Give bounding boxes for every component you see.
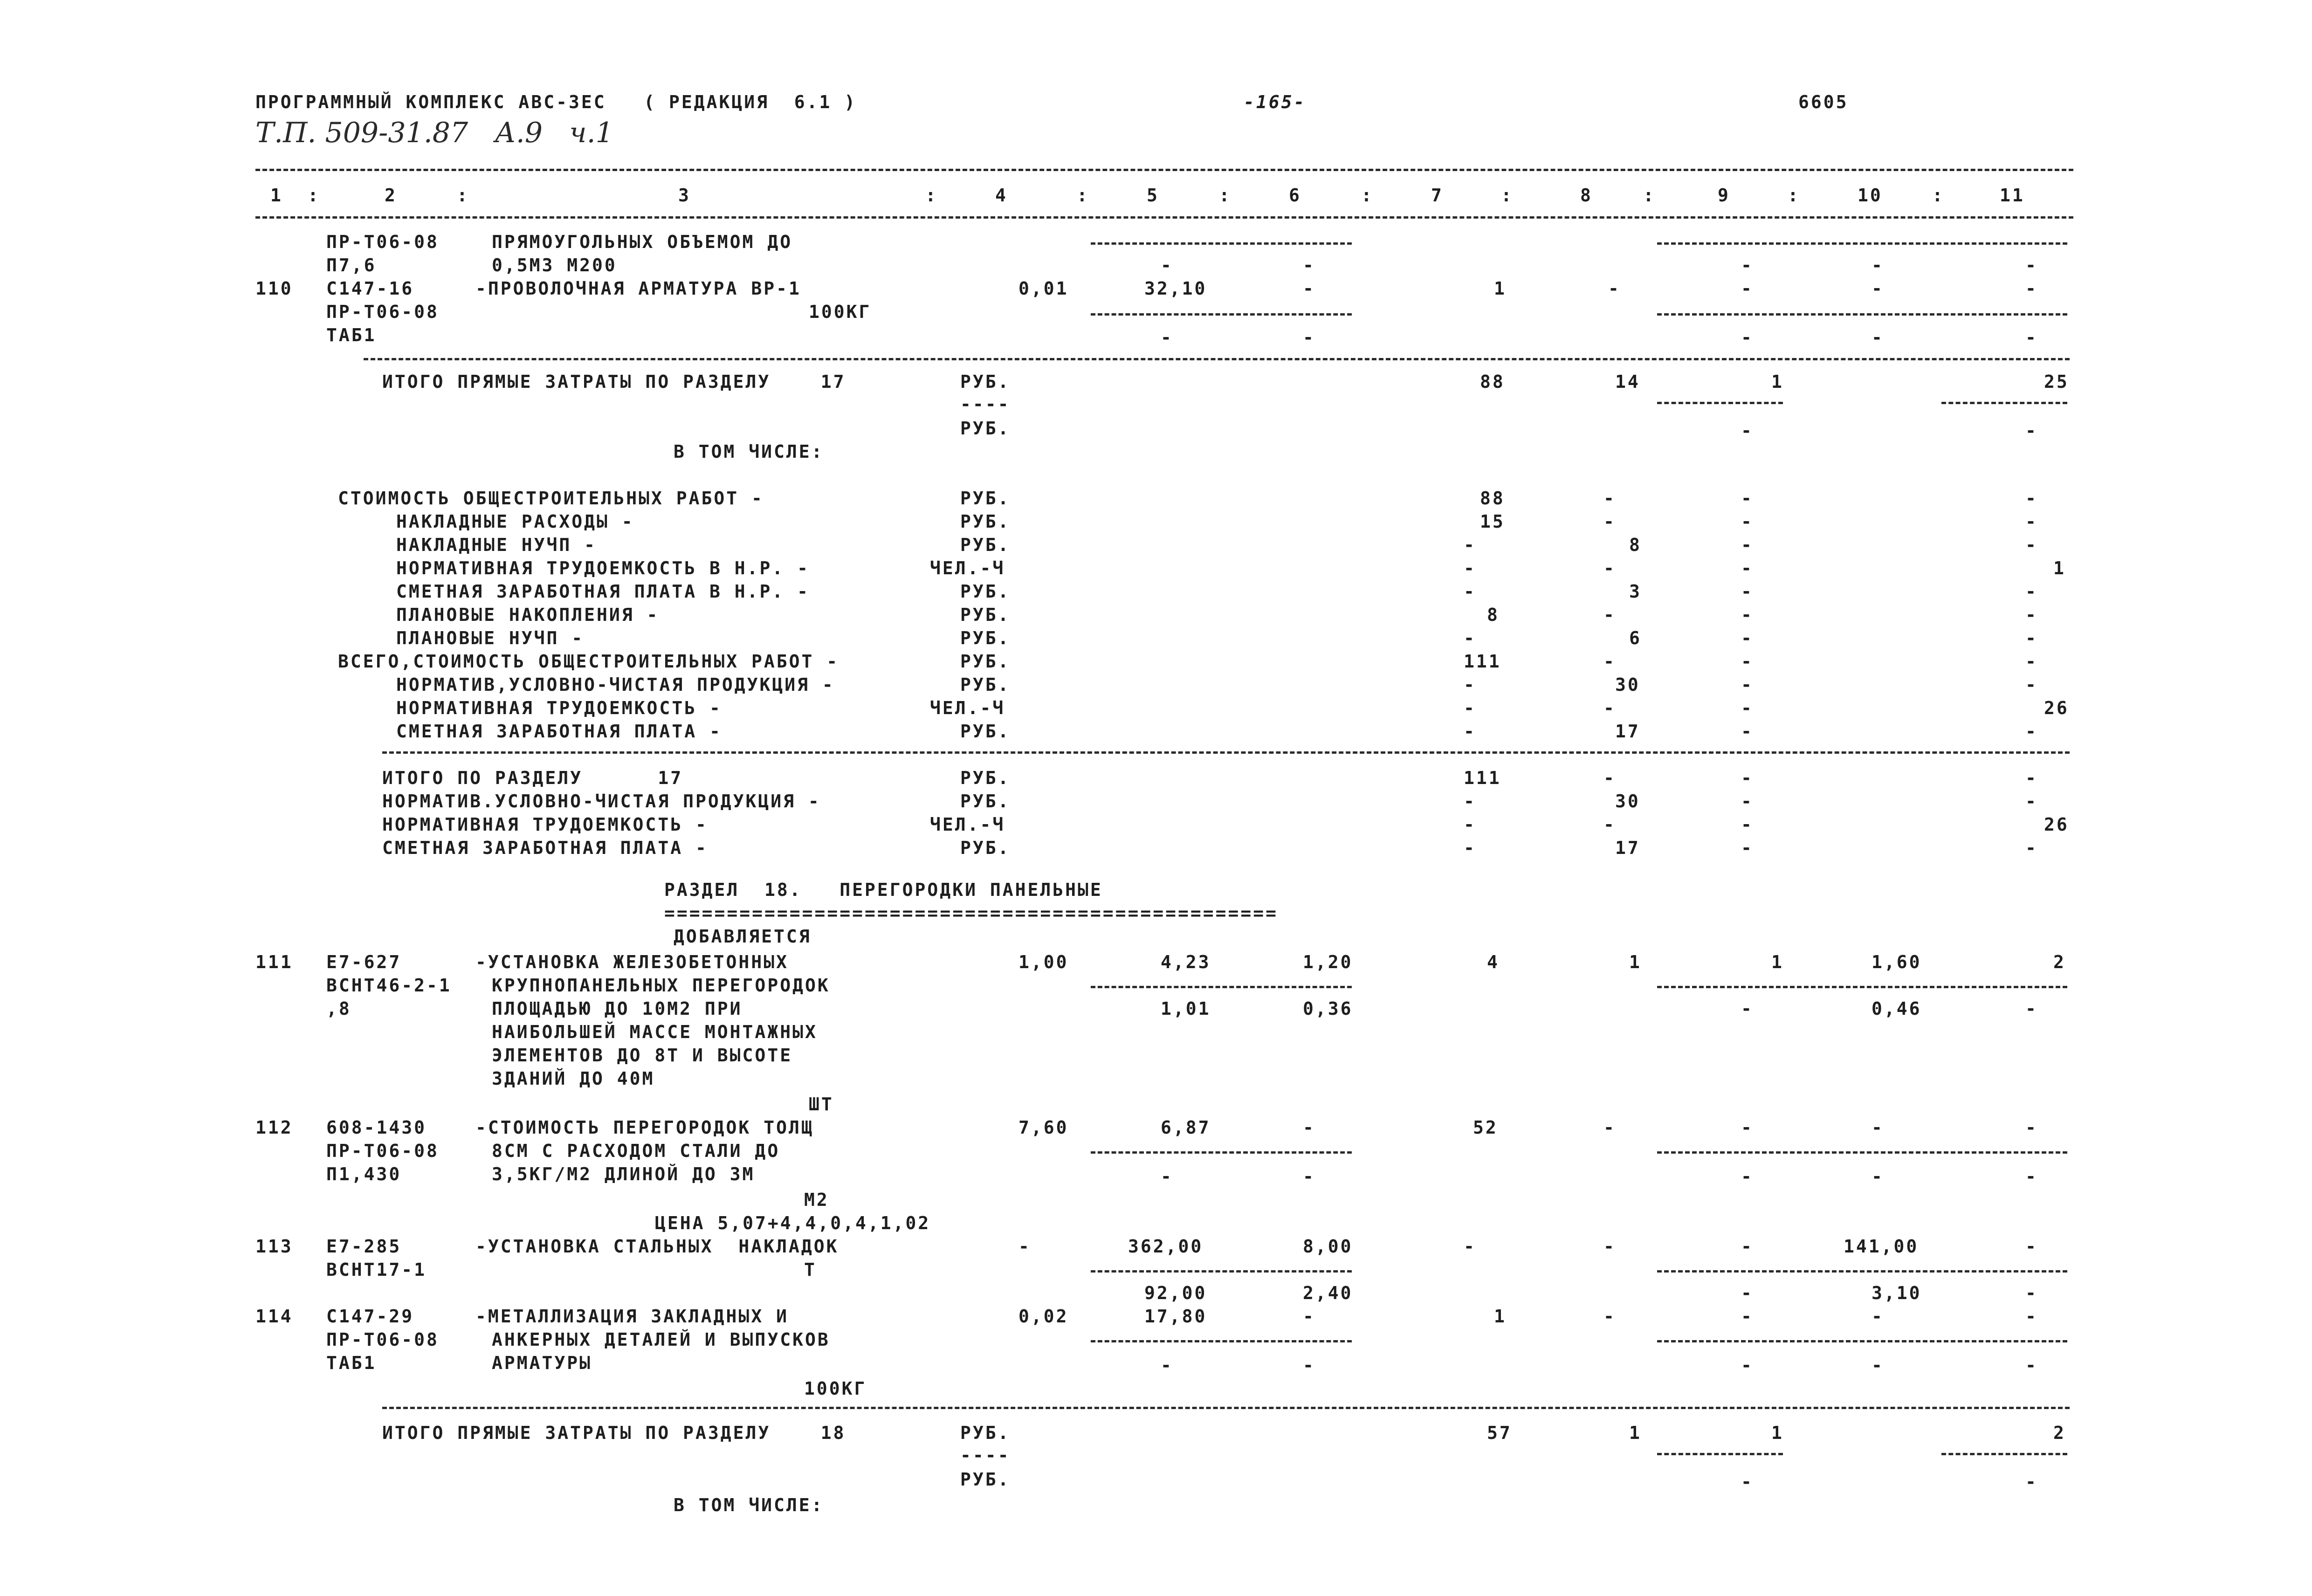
cell-value: - [1464, 628, 1476, 648]
cell-unit-price: 362,00 [1128, 1236, 1204, 1257]
cell-value: 25 [2044, 371, 2069, 392]
col-sep: : [457, 185, 469, 206]
cell-value: - [2025, 1166, 2038, 1187]
cell-value: - [1741, 535, 1754, 555]
cell-value: 1 [1494, 1306, 1507, 1327]
cell-value: - [2025, 255, 2038, 275]
cell-value: - [1603, 1236, 1616, 1257]
cell-value: - [2025, 420, 2038, 441]
cell-value: 52 [1473, 1117, 1498, 1138]
cell-quantity: 0,02 [1018, 1306, 1069, 1327]
cell-description: АНКЕРНЫХ ДЕТАЛЕЙ И ВЫПУСКОВ [492, 1329, 830, 1350]
cell-divider [1657, 1270, 2067, 1273]
cell-value: - [1741, 1166, 1754, 1187]
cell-value: 92,00 [1144, 1283, 1207, 1303]
breakdown-unit: РУБ. [960, 535, 1011, 555]
cell-quantity: 7,60 [1018, 1117, 1069, 1138]
cell-code: ПР-Т06-08 [326, 232, 439, 252]
cell-value: - [1741, 581, 1754, 602]
program-title: ПРОГРАММНЫЙ КОМПЛЕКС АВС-ЗЕС ( РЕДАКЦИЯ 6.1 ) [255, 92, 857, 112]
cell-value: - [1872, 1306, 1884, 1327]
cell-value: - [1303, 1355, 1315, 1376]
cell-value: - [1741, 814, 1754, 835]
handwritten-reference: Т.П. 509-31.87 А.9 ч.1 [255, 117, 613, 149]
breakdown-label: СМЕТНАЯ ЗАРАБОТНАЯ ПЛАТА В Н.Р. - [396, 581, 810, 602]
cell-value: - [1741, 1283, 1754, 1303]
cell-code: ПР-Т06-08 [326, 302, 439, 322]
cell-value: - [2025, 838, 2038, 858]
cell-value: - [1741, 674, 1754, 695]
including-label: В ТОМ ЧИСЛЕ: [674, 441, 824, 462]
cell-code: П7,6 [326, 255, 377, 275]
col-sep: : [308, 185, 320, 206]
total-unit: РУБ. [960, 1423, 1011, 1443]
cell-value: 14 [1615, 371, 1640, 392]
cell-value: 8 [1629, 535, 1642, 555]
breakdown-label: НОРМАТИВНАЯ ТРУДОЕМКОСТЬ - [396, 698, 722, 718]
cell-value: - [1464, 814, 1476, 835]
summary-unit: РУБ. [960, 791, 1011, 812]
cell-quantity: - [1018, 1236, 1031, 1257]
cell-divider [1091, 242, 1352, 245]
price-formula: ЦЕНА 5,07+4,4,0,4,1,02 [655, 1213, 931, 1233]
cell-value: - [1741, 998, 1754, 1019]
cell-value: - [1741, 651, 1754, 672]
cell-unit: М2 [804, 1190, 829, 1210]
cell-divider [1091, 1340, 1352, 1342]
col-sep: : [1077, 185, 1089, 206]
col-9-header: 9 [1718, 185, 1730, 206]
cell-value: - [1603, 511, 1616, 532]
cell-divider [1657, 1453, 1783, 1455]
cell-value: - [1464, 791, 1476, 812]
cell-value: - [1464, 558, 1476, 578]
cell-value: 88 [1480, 371, 1505, 392]
cell-unit: 100КГ [804, 1378, 867, 1399]
cell-value: - [1741, 327, 1754, 348]
col-sep: : [925, 185, 938, 206]
cell-value: - [1741, 488, 1754, 509]
cell-item-number: 111 [255, 952, 293, 972]
cell-value: 17 [1615, 721, 1640, 742]
cell-item-number: 114 [255, 1306, 293, 1327]
breakdown-label: НОРМАТИВНАЯ ТРУДОЕМКОСТЬ В Н.Р. - [396, 558, 810, 578]
total-unit: РУБ. [960, 418, 1011, 439]
breakdown-label: НАКЛАДНЫЕ НУЧП - [396, 535, 597, 555]
cell-value: 0,36 [1303, 998, 1353, 1019]
cell-value: 8 [1487, 605, 1500, 625]
cell-description: ПЛОЩАДЬЮ ДО 10М2 ПРИ [492, 998, 743, 1019]
section-rule [382, 751, 2070, 754]
including-label: В ТОМ ЧИСЛЕ: [674, 1495, 824, 1515]
col-4-header: 4 [995, 185, 1008, 206]
cell-value: - [2025, 535, 2038, 555]
cell-description: 0,5М3 М200 [492, 255, 617, 275]
cell-divider [1657, 1151, 2067, 1154]
cell-value: - [1741, 278, 1754, 299]
cell-value: 0,46 [1872, 998, 1922, 1019]
cell-code: ,8 [326, 998, 351, 1019]
breakdown-label: ВСЕГО,СТОИМОСТЬ ОБЩЕСТРОИТЕЛЬНЫХ РАБОТ - [338, 651, 839, 672]
cell-value: - [1741, 1472, 1754, 1492]
cell-value: - [1741, 1117, 1754, 1138]
cell-value: 1 [1771, 371, 1784, 392]
cell-code: Е7-627 [326, 952, 402, 972]
cell-description: ЭЛЕМЕНТОВ ДО 8Т И ВЫСОТЕ [492, 1045, 793, 1066]
cell-divider [1091, 1151, 1352, 1154]
cell-value: - [1464, 721, 1476, 742]
added-label: ДОБАВЛЯЕТСЯ [674, 926, 812, 947]
cell-value: 1 [1629, 1423, 1642, 1443]
cell-value: - [2025, 628, 2038, 648]
breakdown-label: СМЕТНАЯ ЗАРАБОТНАЯ ПЛАТА - [396, 721, 722, 742]
cell-code: П1,430 [326, 1164, 402, 1184]
cell-value: - [2025, 768, 2038, 788]
cell-unit-price: 6,87 [1161, 1117, 1211, 1138]
cell-value: - [1464, 698, 1476, 718]
cell-code: ПР-Т06-08 [326, 1329, 439, 1350]
cell-value: - [1741, 605, 1754, 625]
cell-value: 3,10 [1872, 1283, 1922, 1303]
cell-value: 88 [1480, 488, 1505, 509]
col-5-header: 5 [1147, 185, 1159, 206]
cell-value: - [2025, 791, 2038, 812]
cell-code: ТАБ1 [326, 1353, 377, 1373]
cell-value: - [1741, 721, 1754, 742]
cell-value: - [1603, 1306, 1616, 1327]
cell-unit-price: 32,10 [1144, 278, 1207, 299]
cell-value: - [1741, 768, 1754, 788]
cell-value: - [1872, 278, 1884, 299]
breakdown-unit: ЧЕЛ.-Ч [930, 698, 1005, 718]
cell-value: - [2025, 1283, 2038, 1303]
cell-value: - [1741, 838, 1754, 858]
cell-value: - [1872, 255, 1884, 275]
total-label: ИТОГО ПРЯМЫЕ ЗАТРАТЫ ПО РАЗДЕЛУ 18 [382, 1423, 846, 1443]
cell-value: - [2025, 1306, 2038, 1327]
cell-value: - [1603, 558, 1616, 578]
cell-value: 30 [1615, 791, 1640, 812]
cell-divider [1657, 986, 2067, 988]
cell-value: 3 [1629, 581, 1642, 602]
cell-value: - [1161, 255, 1173, 275]
cell-value: - [1303, 255, 1315, 275]
cell-divider [1941, 402, 2067, 404]
cell-value: - [1303, 1306, 1315, 1327]
cell-value: - [1603, 488, 1616, 509]
cell-description: -УСТАНОВКА ЖЕЛЕЗОБЕТОННЫХ [475, 952, 789, 972]
cell-value: - [1872, 1355, 1884, 1376]
cell-value: - [1464, 581, 1476, 602]
cell-description: -УСТАНОВКА СТАЛЬНЫХ НАКЛАДОК [475, 1236, 839, 1257]
cell-value: 30 [1615, 674, 1640, 695]
cell-value: 111 [1464, 768, 1501, 788]
cell-value: - [1741, 420, 1754, 441]
cell-value: - [2025, 327, 2038, 348]
cell-divider [1091, 986, 1352, 988]
col-sep: : [1219, 185, 1232, 206]
cell-code: ПР-Т06-08 [326, 1141, 439, 1161]
cell-value: - [1603, 814, 1616, 835]
breakdown-unit: РУБ. [960, 511, 1011, 532]
breakdown-label: НАКЛАДНЫЕ РАСХОДЫ - [396, 511, 634, 532]
cell-description: КРУПНОПАНЕЛЬНЫХ ПЕРЕГОРОДОК [492, 975, 830, 996]
total-label: ИТОГО ПРЯМЫЕ ЗАТРАТЫ ПО РАЗДЕЛУ 17 [382, 371, 846, 392]
cell-code: С147-29 [326, 1306, 414, 1327]
cell-value: - [2025, 278, 2038, 299]
cell-value: - [1741, 1355, 1754, 1376]
col-sep: : [1788, 185, 1800, 206]
summary-unit: РУБ. [960, 768, 1011, 788]
cell-value: - [1872, 327, 1884, 348]
cell-value: - [1741, 1306, 1754, 1327]
col-7-header: 7 [1431, 185, 1444, 206]
col-2-header: 2 [385, 185, 397, 206]
cell-value: - [1741, 628, 1754, 648]
col-11-header: 11 [2000, 185, 2025, 206]
document-code: 6605 [1798, 92, 1849, 112]
breakdown-label: ПЛАНОВЫЕ НАКОПЛЕНИЯ - [396, 605, 660, 625]
cell-code: ТАБ1 [326, 325, 377, 345]
summary-label: НОРМАТИВНАЯ ТРУДОЕМКОСТЬ - [382, 814, 708, 835]
cell-description: 8СМ С РАСХОДОМ СТАЛИ ДО [492, 1141, 780, 1161]
breakdown-unit: РУБ. [960, 605, 1011, 625]
cell-code: 608-1430 [326, 1117, 427, 1138]
cell-divider [1657, 313, 2067, 316]
section-18-underline: ================================================= [664, 904, 1279, 922]
cell-value: - [2025, 1117, 2038, 1138]
cell-value: 2 [2053, 952, 2066, 972]
summary-unit: РУБ. [960, 838, 1011, 858]
cell-value: 8,00 [1303, 1236, 1353, 1257]
breakdown-unit: РУБ. [960, 651, 1011, 672]
cell-description: ЗДАНИЙ ДО 40М [492, 1068, 655, 1089]
cell-description: 3,5КГ/М2 ДЛИНОЙ ДО 3М [492, 1164, 755, 1184]
cell-value: - [1608, 278, 1621, 299]
cell-description: -СТОИМОСТЬ ПЕРЕГОРОДОК ТОЛЩ [475, 1117, 814, 1138]
cell-value: 111 [1464, 651, 1501, 672]
cell-value: - [1741, 255, 1754, 275]
cell-value: 1,60 [1872, 952, 1922, 972]
page-number: -165- [1244, 92, 1307, 112]
cell-value: 4 [1487, 952, 1500, 972]
cell-value: - [1741, 1236, 1754, 1257]
cell-quantity: 1,00 [1018, 952, 1069, 972]
cell-value: 6 [1629, 628, 1642, 648]
table-header-rule [255, 216, 2073, 219]
cell-code: С147-16 [326, 278, 414, 299]
cell-value: - [2025, 1236, 2038, 1257]
cell-value: - [1603, 605, 1616, 625]
cell-value: - [1741, 558, 1754, 578]
cell-divider [1657, 242, 2067, 245]
cell-value: - [1603, 1117, 1616, 1138]
summary-label: НОРМАТИВ.УСЛОВНО-ЧИСТАЯ ПРОДУКЦИЯ - [382, 791, 821, 812]
cell-value: 26 [2044, 814, 2069, 835]
breakdown-unit: РУБ. [960, 581, 1011, 602]
cell-code: ВСНТ17-1 [326, 1259, 427, 1280]
breakdown-unit: РУБ. [960, 674, 1011, 695]
breakdown-label: НОРМАТИВ,УСЛОВНО-ЧИСТАЯ ПРОДУКЦИЯ - [396, 674, 835, 695]
summary-unit: ЧЕЛ.-Ч [930, 814, 1005, 835]
cell-value: - [1741, 698, 1754, 718]
cell-value: 17 [1615, 838, 1640, 858]
col-3-header: 3 [678, 185, 691, 206]
cell-value: 15 [1480, 511, 1505, 532]
cell-value: - [2025, 651, 2038, 672]
cell-value: 1 [1771, 1423, 1784, 1443]
col-8-header: 8 [1580, 185, 1593, 206]
cell-divider [1657, 1340, 2067, 1342]
cell-value: 1,20 [1303, 952, 1353, 972]
cell-value: - [2025, 998, 2038, 1019]
cell-value: - [1603, 651, 1616, 672]
cell-unit: ШТ [809, 1094, 834, 1114]
breakdown-unit: РУБ. [960, 721, 1011, 742]
cell-value: - [1464, 674, 1476, 695]
col-sep: : [1932, 185, 1945, 206]
col-6-header: 6 [1289, 185, 1301, 206]
col-10-header: 10 [1858, 185, 1883, 206]
unit-divider: ---- [960, 1445, 1011, 1465]
cell-value: - [1303, 278, 1315, 299]
cell-value: - [1872, 1166, 1884, 1187]
col-sep: : [1501, 185, 1514, 206]
cell-code: ВСНТ46-2-1 [326, 975, 452, 996]
section-18-title: РАЗДЕЛ 18. ПЕРЕГОРОДКИ ПАНЕЛЬНЫЕ [664, 880, 1103, 900]
section-rule [382, 1407, 2070, 1409]
cell-value: 141,00 [1844, 1236, 1919, 1257]
cell-divider [1941, 1453, 2067, 1455]
cell-value: - [1741, 511, 1754, 532]
cell-item-number: 112 [255, 1117, 293, 1138]
cell-unit: Т [804, 1259, 817, 1280]
cell-value: - [1161, 1355, 1173, 1376]
cell-description: НАИБОЛЬШЕЙ МАССЕ МОНТАЖНЫХ [492, 1022, 818, 1042]
cell-value: - [1872, 1117, 1884, 1138]
cell-value: 1,01 [1161, 998, 1211, 1019]
breakdown-unit: ЧЕЛ.-Ч [930, 558, 1005, 578]
cell-value: 1 [1494, 278, 1507, 299]
cell-value: 26 [2044, 698, 2069, 718]
breakdown-unit: РУБ. [960, 488, 1011, 509]
cell-value: - [2025, 581, 2038, 602]
cell-item-number: 110 [255, 278, 293, 299]
cell-value: - [1303, 1166, 1315, 1187]
cell-value: - [2025, 605, 2038, 625]
cell-value: - [1303, 327, 1315, 348]
cell-unit-price: 17,80 [1144, 1306, 1207, 1327]
cell-value: - [1603, 768, 1616, 788]
cell-value: - [2025, 1472, 2038, 1492]
cell-unit-price: 4,23 [1161, 952, 1211, 972]
cell-value: 2,40 [1303, 1283, 1353, 1303]
summary-label: ИТОГО ПО РАЗДЕЛУ 17 [382, 768, 683, 788]
total-unit: РУБ. [960, 371, 1011, 392]
cell-value: 57 [1487, 1423, 1512, 1443]
cell-value: - [1303, 1117, 1315, 1138]
breakdown-label: ПЛАНОВЫЕ НУЧП - [396, 628, 585, 648]
cell-value: - [1161, 327, 1173, 348]
cell-value: - [2025, 1355, 2038, 1376]
cell-value: - [2025, 674, 2038, 695]
cell-value: - [1464, 1236, 1476, 1257]
cell-value: - [1161, 1166, 1173, 1187]
breakdown-unit: РУБ. [960, 628, 1011, 648]
cell-divider [1091, 1270, 1352, 1273]
cell-description: -ПРОВОЛОЧНАЯ АРМАТУРА ВР-1 [475, 278, 801, 299]
cell-unit: 100КГ [809, 302, 872, 322]
cell-divider [1091, 313, 1352, 316]
cell-value: 1 [2053, 558, 2066, 578]
total-unit: РУБ. [960, 1469, 1011, 1490]
section-rule [364, 358, 2070, 360]
cell-code: Е7-285 [326, 1236, 402, 1257]
cell-item-number: 113 [255, 1236, 293, 1257]
col-sep: : [1361, 185, 1374, 206]
cell-value: - [1741, 791, 1754, 812]
cell-description: ПРЯМОУГОЛЬНЫХ ОБЪЕМОМ ДО [492, 232, 793, 252]
cell-value: 1 [1771, 952, 1784, 972]
cell-value: - [1603, 698, 1616, 718]
unit-divider: ---- [960, 394, 1011, 414]
table-top-rule [255, 169, 2073, 171]
cell-quantity: 0,01 [1018, 278, 1069, 299]
cell-description: -МЕТАЛЛИЗАЦИЯ ЗАКЛАДНЫХ И [475, 1306, 789, 1327]
col-sep: : [1643, 185, 1656, 206]
breakdown-label: СТОИМОСТЬ ОБЩЕСТРОИТЕЛЬНЫХ РАБОТ - [338, 488, 764, 509]
cell-value: - [1464, 535, 1476, 555]
cell-value: - [1464, 838, 1476, 858]
cell-value: - [2025, 721, 2038, 742]
cell-value: - [2025, 488, 2038, 509]
summary-label: СМЕТНАЯ ЗАРАБОТНАЯ ПЛАТА - [382, 838, 708, 858]
cell-description: АРМАТУРЫ [492, 1353, 592, 1373]
cell-value: 2 [2053, 1423, 2066, 1443]
cell-value: 1 [1629, 952, 1642, 972]
cell-divider [1657, 402, 1783, 404]
cell-value: - [2025, 511, 2038, 532]
col-1-header: 1 [270, 185, 283, 206]
